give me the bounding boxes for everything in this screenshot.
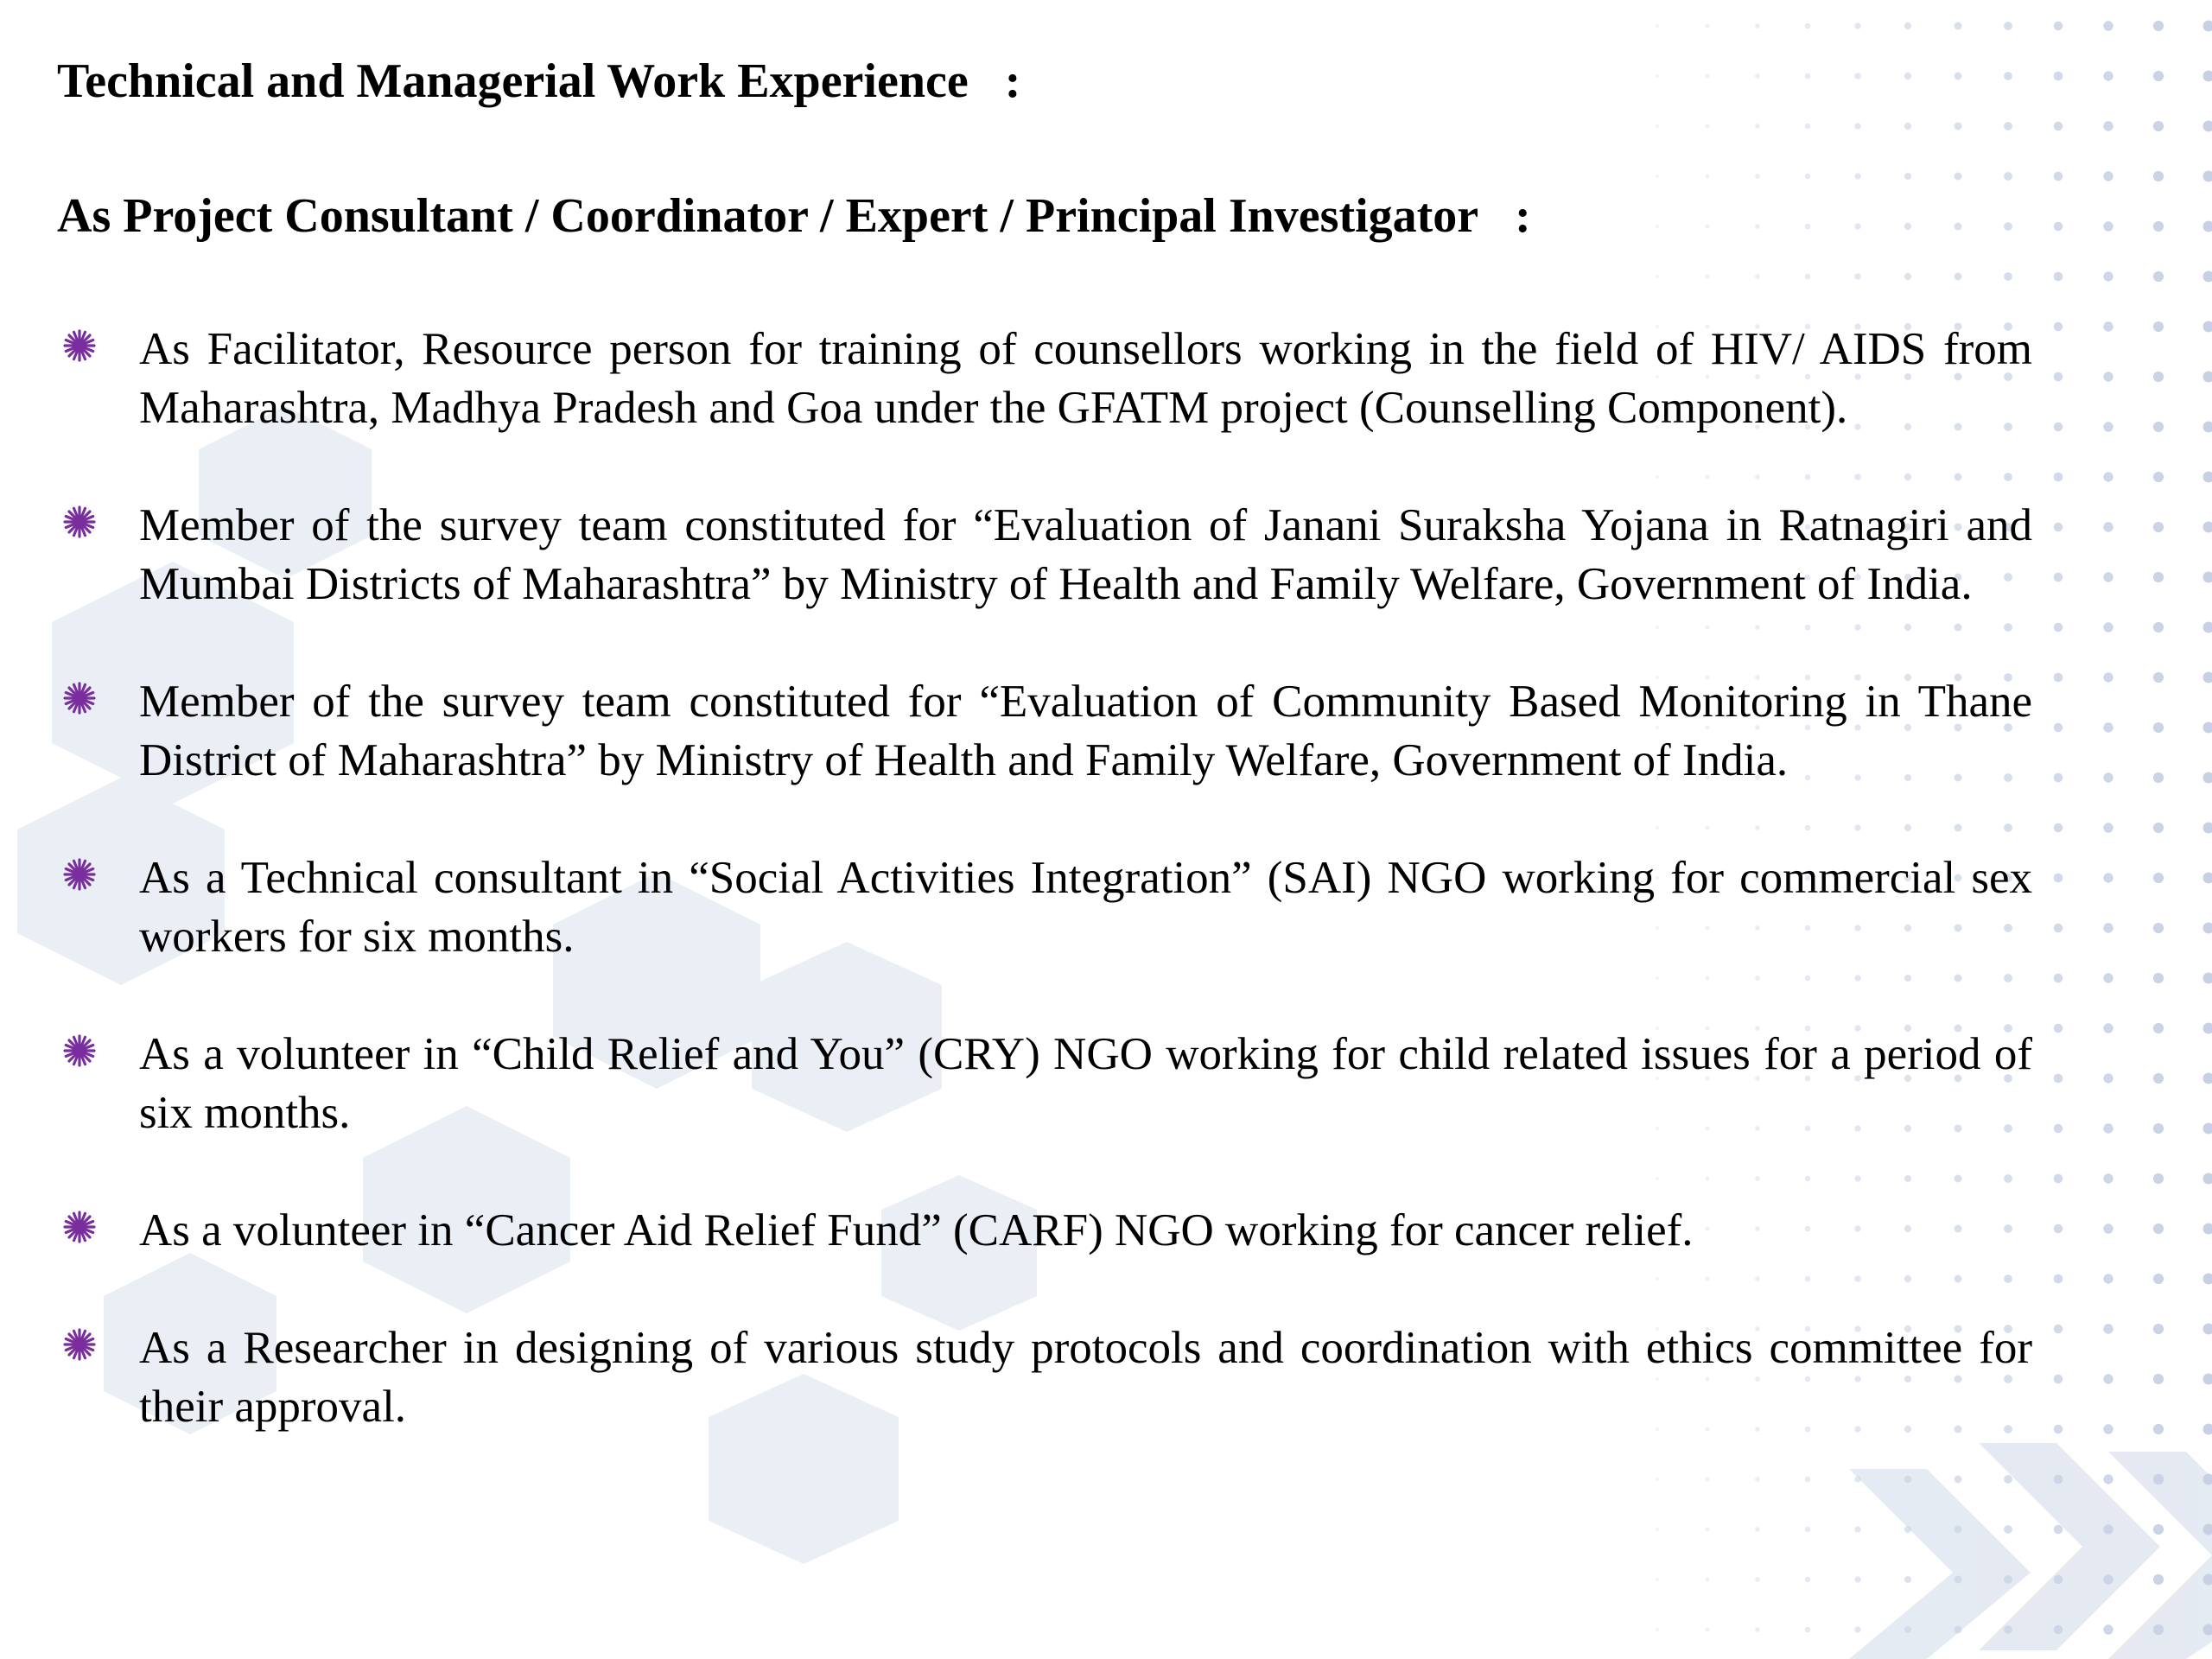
purple-star-bullet-icon (62, 1033, 97, 1068)
section-title (57, 52, 1020, 111)
purple-star-bullet-icon (62, 1210, 97, 1244)
list-item (0, 849, 2212, 966)
list-item (0, 1201, 2212, 1260)
list-item-text: As a volunteer in “Cancer Aid Relief Fund” (CARF) NGO working for cancer relief. (139, 1205, 1694, 1255)
list-item-text: Member of the survey team constituted for “Evaluation of Janani Suraksha Yojana in Ratnagiri and Mumbai Districts of Maharashtra” by Ministry of Health and Family Welfare, Government of India. (139, 500, 2032, 609)
list-item-text: As a Technical consultant in “Social Activities Integration” (SAI) NGO working for commercial sex workers for six months. (139, 853, 2032, 962)
list-item-text: As Facilitator, Resource person for training of counsellors working in the field of HIV/ AIDS from Maharashtra, Madhya Pradesh and Goa under the GFATM project (Counselling Component). (139, 324, 2032, 433)
list-item-text: As a Researcher in designing of various study protocols and coordination with ethics committee for their approval. (139, 1323, 2032, 1432)
purple-star-bullet-icon (62, 681, 97, 715)
list-item (0, 1319, 2212, 1436)
list-item-text: As a volunteer in “Child Relief and You” (CRY) NGO working for child related issues for a period of six months. (139, 1029, 2032, 1138)
subsection-title-colon: : (1515, 189, 1531, 243)
section-title-colon: : (1004, 54, 1021, 108)
list-item (0, 320, 2212, 437)
purple-star-bullet-icon (62, 1327, 97, 1362)
section-title-text: Technical and Managerial Work Experience (57, 54, 969, 108)
purple-star-bullet-icon (62, 505, 97, 539)
subsection-title-text: As Project Consultant / Coordinator / Expert / Principal Investigator (57, 189, 1479, 243)
purple-star-bullet-icon (62, 857, 97, 892)
list-item (0, 1025, 2212, 1142)
list-item (0, 672, 2212, 790)
list-item-text: Member of the survey team constituted for “Evaluation of Community Based Monitoring in Thane District of Maharashtra” by Ministry of Health and Family Welfare, Government of India. (139, 677, 2032, 785)
list-item (0, 496, 2212, 613)
subsection-title (57, 187, 1531, 245)
experience-list (0, 320, 2212, 1495)
purple-star-bullet-icon (62, 328, 97, 363)
